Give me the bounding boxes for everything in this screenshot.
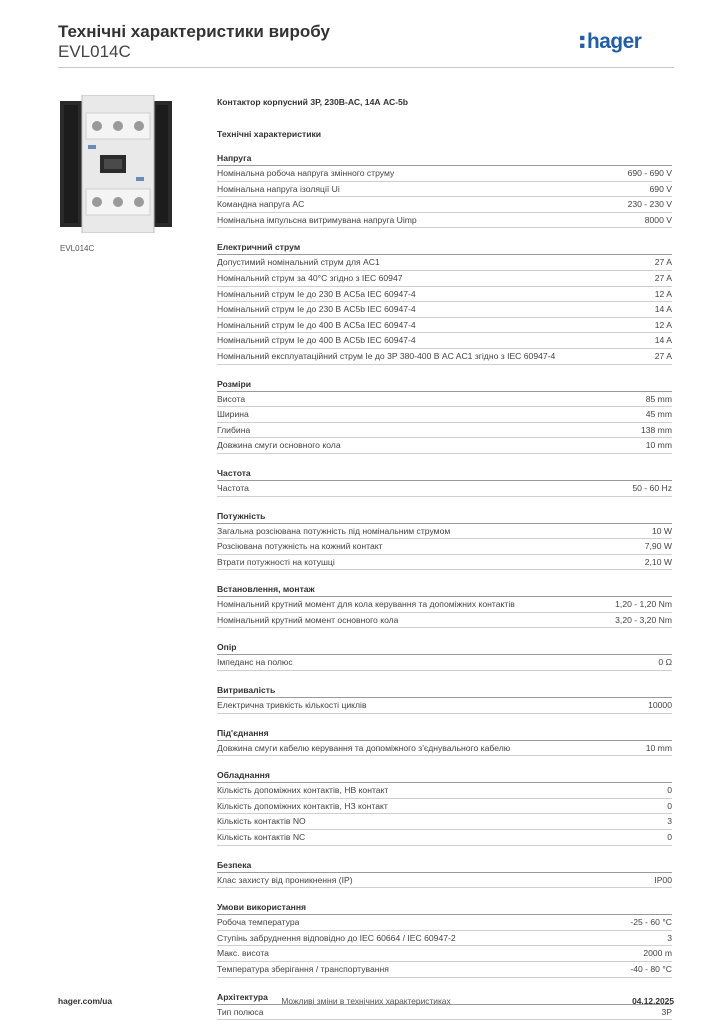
spec-value: 12 A — [654, 288, 672, 299]
spec-section — [217, 151, 672, 228]
spec-section — [217, 640, 672, 671]
spec-row — [217, 814, 672, 830]
spec-value: 3P — [661, 1006, 672, 1017]
spec-value: 0 — [667, 832, 672, 843]
spec-row — [217, 1005, 672, 1021]
section-title: Обладнання — [217, 768, 672, 783]
spec-label: Макс. висота — [217, 948, 269, 959]
specifications-panel — [217, 95, 672, 1020]
spec-label: Робоча температура — [217, 917, 300, 928]
spec-value: 14 A — [654, 304, 672, 315]
spec-label: Тип полюса — [217, 1006, 264, 1017]
spec-value: 10 mm — [645, 742, 672, 753]
spec-label: Командна напруга AC — [217, 199, 305, 210]
spec-section — [217, 858, 672, 889]
spec-row — [217, 741, 672, 757]
image-caption: EVL014C — [60, 244, 95, 253]
spec-label: Номінальна імпульсна витримувана напруга Uimp — [217, 214, 417, 225]
spec-label: Кількість допоміжних контактів, НВ контакт — [217, 785, 389, 796]
spec-row — [217, 423, 672, 439]
spec-value: 3 — [667, 816, 672, 827]
spec-label: Втрати потужності на котушці — [217, 556, 335, 567]
spec-row — [217, 946, 672, 962]
spec-label: Довжина смуги кабелю керування та допоміжного з'єднувального кабелю — [217, 742, 511, 753]
spec-row — [217, 931, 672, 947]
spec-label: Номінальний струм за 40°C згідно з IEC 60947 — [217, 272, 403, 283]
spec-label: Електрична тривкість кількості циклів — [217, 700, 367, 711]
spec-row — [217, 524, 672, 540]
spec-value: 50 - 60 Hz — [632, 482, 672, 493]
section-title: Під'єднання — [217, 726, 672, 741]
spec-row — [217, 349, 672, 365]
spec-row — [217, 655, 672, 671]
spec-row — [217, 287, 672, 303]
spec-row — [217, 698, 672, 714]
section-title: Умови використання — [217, 900, 672, 915]
spec-label: Клас захисту від проникнення (IP) — [217, 874, 353, 885]
product-description: Контактор корпусний 3Р, 230В-АС, 14А АС-5b — [217, 97, 409, 107]
spec-value: -25 - 60 °C — [630, 917, 672, 928]
spec-value: 690 V — [649, 183, 672, 194]
header-divider — [58, 67, 674, 68]
section-title: Розміри — [217, 377, 672, 392]
spec-label: Кількість допоміжних контактів, НЗ контакт — [217, 800, 388, 811]
spec-section — [217, 377, 672, 454]
spec-label: Номінальний крутний момент основного кола — [217, 614, 399, 625]
spec-label: Температура зберігання / транспортування — [217, 964, 389, 974]
spec-label: Номінальна робоча напруга змінного струму — [217, 168, 395, 178]
spec-row — [217, 915, 672, 931]
spec-section — [217, 900, 672, 977]
spec-value: 3,20 - 3,20 Nm — [615, 614, 672, 625]
spec-value: 45 mm — [645, 409, 672, 420]
product-code: EVL014C — [58, 42, 131, 61]
spec-value: 10000 — [648, 700, 672, 711]
spec-label: Номінальний струм Ie до 230 В AC5b IEC 60947-4 — [217, 304, 416, 315]
spec-label: Номінальний струм Ie до 400 В AC5a IEC 60947-4 — [217, 319, 416, 330]
spec-value: 10 W — [651, 525, 672, 536]
section-title: Опір — [217, 640, 672, 655]
section-title: Безпека — [217, 858, 672, 873]
spec-row — [217, 182, 672, 198]
spec-label: Розсіювана потужність на кожний контакт — [217, 541, 383, 552]
spec-label: Номінальний струм Ie до 230 В AC5a IEC 60947-4 — [217, 288, 416, 299]
spec-label: Висота — [217, 393, 246, 404]
spec-row — [217, 613, 672, 629]
page-header — [58, 22, 674, 62]
spec-label: Номінальний крутний момент для кола керування та допоміжних контактів — [217, 599, 515, 610]
logo-text: hager — [587, 29, 642, 53]
spec-label: Імпеданс на полюс — [217, 657, 293, 668]
spec-row — [217, 213, 672, 229]
spec-label: Загальна розсіювана потужність під номінальним струмом — [217, 525, 451, 536]
spec-row — [217, 830, 672, 846]
spec-value: 27 A — [654, 257, 672, 268]
spec-row — [217, 302, 672, 318]
spec-value: 0 Ω — [658, 657, 672, 668]
spec-row — [217, 255, 672, 271]
spec-row — [217, 271, 672, 287]
spec-value: 1,20 - 1,20 Nm — [615, 599, 672, 610]
spec-row — [217, 873, 672, 889]
spec-value: 690 - 690 V — [627, 168, 672, 178]
spec-section — [217, 683, 672, 714]
hager-logo — [578, 28, 674, 54]
spec-value: 27 A — [654, 350, 672, 361]
spec-value: 138 mm — [640, 424, 672, 435]
spec-value: 85 mm — [645, 393, 672, 404]
document-title: Технічні характеристики виробу — [58, 22, 330, 41]
spec-label: Допустимий номінальний струм для AC1 — [217, 257, 380, 268]
spec-row — [217, 318, 672, 334]
tech-specs-heading: Технічні характеристики — [217, 129, 322, 139]
spec-value: 10 mm — [645, 440, 672, 451]
spec-label: Номінальна напруга ізоляції Ui — [217, 183, 340, 194]
spec-row — [217, 539, 672, 555]
specification-sections — [217, 151, 672, 1020]
product-image — [60, 95, 172, 233]
spec-label: Глибина — [217, 424, 251, 435]
spec-value: 0 — [667, 800, 672, 811]
spec-row — [217, 481, 672, 497]
spec-value: IP00 — [654, 874, 672, 885]
spec-value: 8000 V — [644, 214, 672, 225]
spec-row — [217, 166, 672, 182]
spec-value: 3 — [667, 932, 672, 943]
section-title: Потужність — [217, 509, 672, 524]
spec-value: 230 - 230 V — [627, 199, 672, 210]
footer-notice: Можливі зміни в технічних характеристиках — [281, 996, 451, 1006]
spec-label: Номінальний струм Ie до 400 В AC5b IEC 60947-4 — [217, 335, 416, 346]
spec-value: 2,10 W — [644, 556, 672, 567]
spec-value: 27 A — [654, 272, 672, 283]
spec-value: 7,90 W — [644, 541, 672, 552]
spec-row — [217, 392, 672, 408]
spec-row — [217, 555, 672, 571]
spec-row — [217, 597, 672, 613]
spec-label: Частота — [217, 482, 249, 493]
spec-row — [217, 333, 672, 349]
spec-label: Ступінь забруднення відповідно до IEC 60664 / IEC 60947-2 — [217, 932, 456, 943]
spec-value: 0 — [667, 785, 672, 796]
spec-section — [217, 509, 672, 571]
spec-value: 12 A — [654, 319, 672, 330]
spec-row — [217, 197, 672, 213]
spec-row — [217, 962, 672, 978]
spec-row — [217, 783, 672, 799]
spec-section — [217, 240, 672, 364]
spec-section — [217, 726, 672, 757]
section-title: Витривалість — [217, 683, 672, 698]
footer-date: 04.12.2025 — [632, 996, 674, 1006]
footer-website: hager.com/ua — [58, 996, 112, 1006]
section-title: Напруга — [217, 151, 672, 166]
spec-section — [217, 582, 672, 628]
spec-label: Кількість контактів NC — [217, 832, 306, 843]
spec-label: Номінальний експлуатаційний струм Ie до 3P 380-400 В AC AC1 згідно з IEC 60947-4 — [217, 350, 556, 361]
section-title: Електричний струм — [217, 240, 672, 255]
spec-section — [217, 768, 672, 845]
spec-value: 14 A — [654, 335, 672, 346]
spec-value: 2000 m — [643, 948, 672, 959]
spec-section — [217, 466, 672, 497]
spec-row — [217, 438, 672, 454]
section-title: Частота — [217, 466, 672, 481]
spec-row — [217, 407, 672, 423]
spec-value: -40 - 80 °C — [630, 964, 672, 974]
spec-label: Довжина смуги основного кола — [217, 440, 341, 451]
spec-row — [217, 799, 672, 815]
section-title: Встановлення, монтаж — [217, 582, 672, 597]
section-title: Архітектура — [217, 990, 672, 1005]
spec-label: Кількість контактів NO — [217, 816, 306, 827]
spec-label: Ширина — [217, 409, 249, 420]
